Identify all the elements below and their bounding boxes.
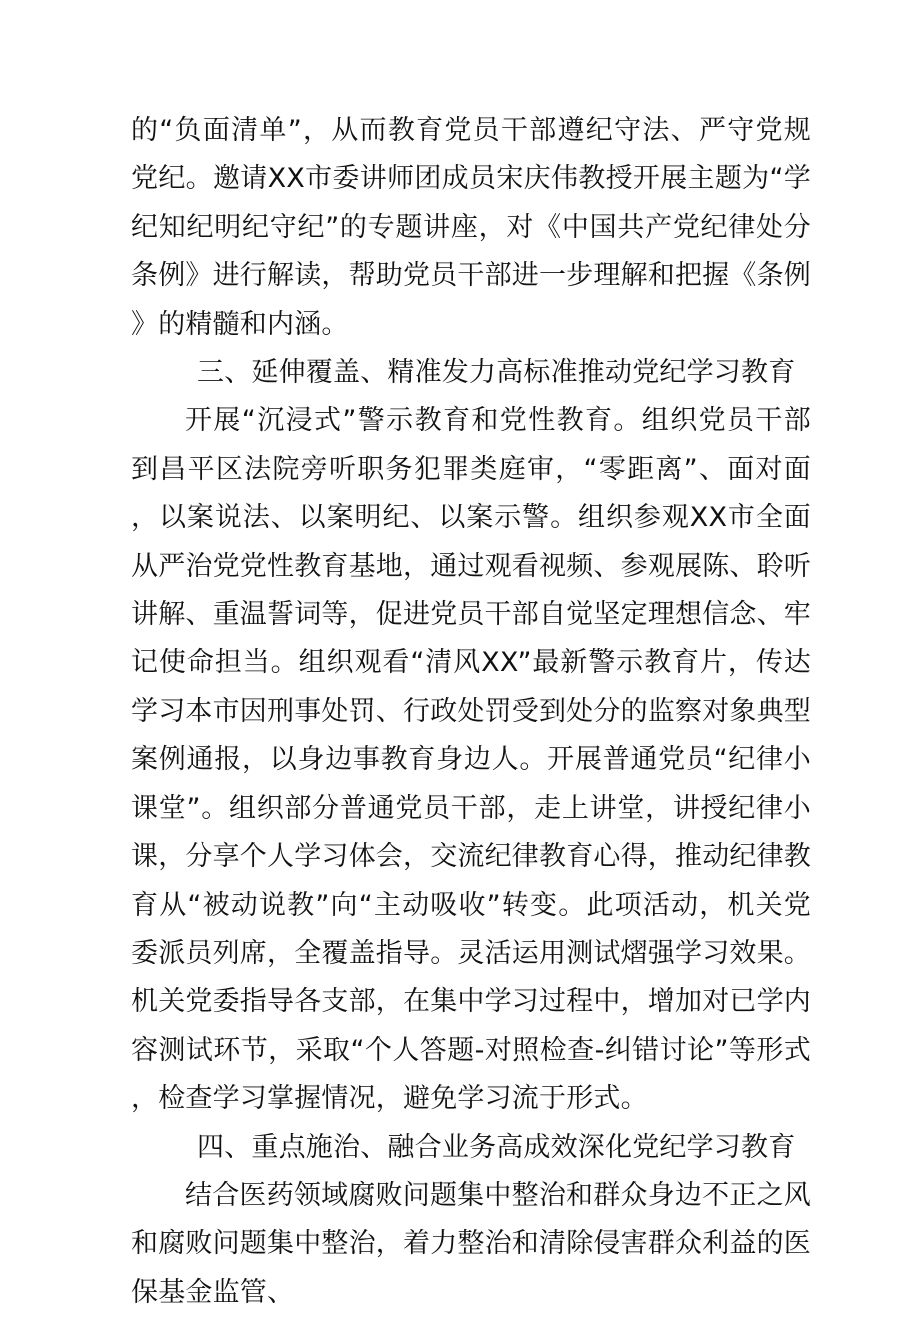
paragraph-section-4-body: 结合医药领域腐败问题集中整治和群众身边不正之风和腐败问题集中整治，着力整治和清除侵害群众利益的医保基金监管、: [131, 1179, 811, 1308]
paragraph-continuation: 的“负面清单”，从而教育党员干部遵纪守法、严守党规党纪。邀请XX市委讲师团成员宋庆伟教授开展主题为“学纪知纪明纪守纪”的专题讲座，对《中国共产党纪律处分条例》进行解读，帮助党员干部进一步理解和把握《条例》的精髓和内涵。: [131, 115, 811, 340]
paragraph-section-3-body: 开展“沉浸式”警示教育和党性教育。组织党员干部到昌平区法院旁听职务犯罪类庭审，“零距离”、面对面，以案说法、以案明纪、以案示警。组织参观XX市全面从严治党党性教育基地，通过观看视频、参观展陈、聆听讲解、重温誓词等，促进党员干部自觉坚定理想信念、牢记使命担当。组织观看“清风XX”最新警示教育片，传达学习本市因刑事处罚、行政处罚受到处分的监察对象典型案例通报，以身边事教育身边人。开展普通党员“纪律小课堂”。组织部分普通党员干部，走上讲堂，讲授纪律小课，分享个人学习体会，交流纪律教育心得，推动纪律教育从“被动说教”向“主动吸收”转变。此项活动，机关党委派员列席，全覆盖指导。灵活运用测试熠强学习效果。机关党委指导各支部，在集中学习过程中，增加对已学内容测试环节，采取“个人答题-对照检查-纠错讨论”等形式，检查学习掌握情况，避免学习流于形式。: [131, 405, 811, 1115]
document-body: [131, 107, 811, 1317]
section-heading-3: 三、延伸覆盖、精准发力高标准推动党纪学习教育: [197, 357, 796, 389]
section-heading-4: 四、重点施治、融合业务高成效深化党纪学习教育: [197, 1131, 796, 1163]
